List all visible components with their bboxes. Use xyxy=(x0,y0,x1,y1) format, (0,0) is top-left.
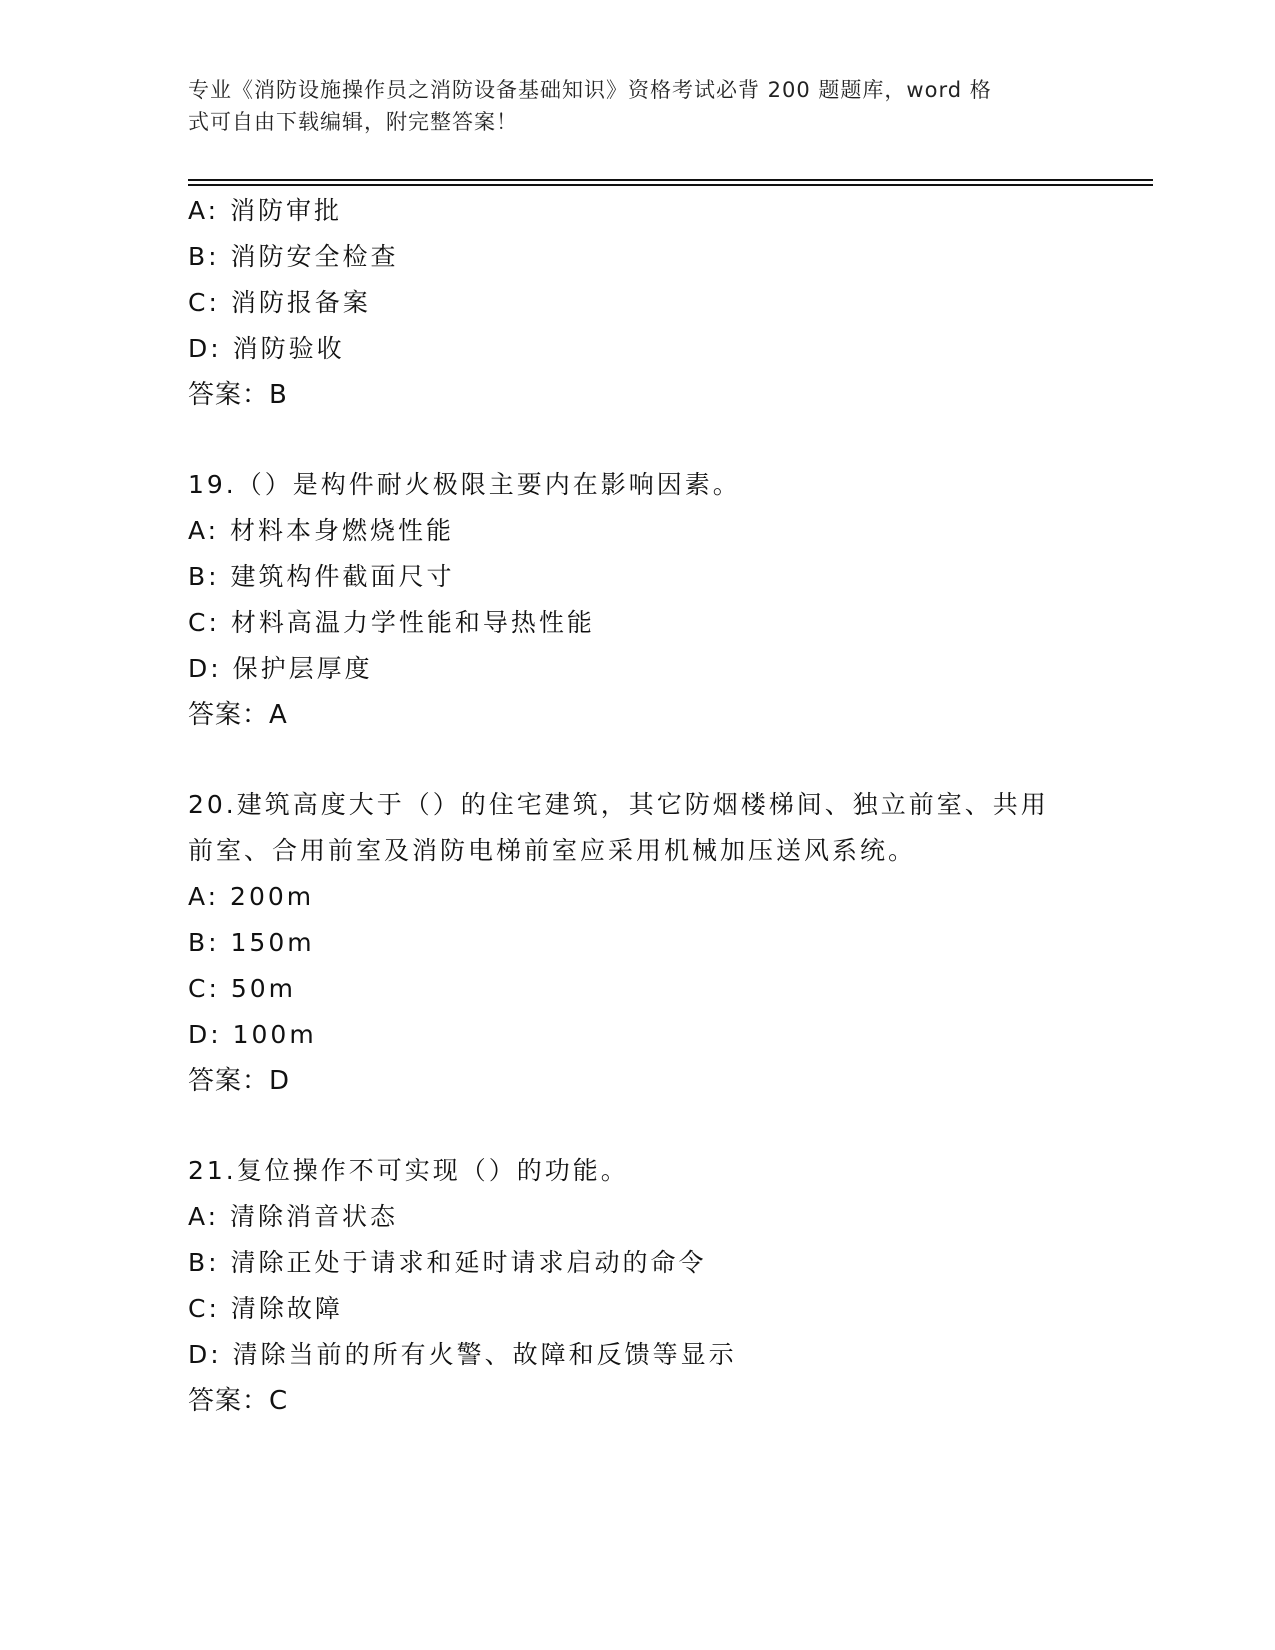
question-stem: 21.复位操作不可实现（）的功能。 xyxy=(188,1156,629,1185)
answer-line: 答案：B xyxy=(188,380,288,410)
header-divider-bottom xyxy=(188,184,1153,186)
option-d: D: 清除当前的所有火警、故障和反馈等显示 xyxy=(188,1340,737,1369)
option-b: B: 消防安全检查 xyxy=(188,242,399,271)
question-spacer xyxy=(188,738,1088,782)
answer-line: 答案：D xyxy=(188,1066,291,1096)
header-line-1: 专业《消防设施操作员之消防设备基础知识》资格考试必背 200 题题库，word 格 xyxy=(188,78,992,102)
option-d: D: 保护层厚度 xyxy=(188,654,373,683)
option-b: B: 建筑构件截面尺寸 xyxy=(188,562,455,591)
option-d: D: 消防验收 xyxy=(188,334,345,363)
question-20 xyxy=(188,782,1088,1104)
question-stem-line-1: 20.建筑高度大于（）的住宅建筑，其它防烟楼梯间、独立前室、共用 xyxy=(188,790,1049,819)
answer-line: 答案：A xyxy=(188,700,288,730)
question-21 xyxy=(188,1148,1088,1424)
option-a: A: 消防审批 xyxy=(188,196,343,225)
question-spacer xyxy=(188,418,1088,462)
question-stem: 19.（）是构件耐火极限主要内在影响因素。 xyxy=(188,470,741,499)
option-d: D: 100m xyxy=(188,1020,317,1049)
option-c: C: 50m xyxy=(188,974,296,1003)
question-18 xyxy=(188,188,1088,418)
header-line-2: 式可自由下载编辑，附完整答案！ xyxy=(188,110,518,134)
option-c: C: 材料高温力学性能和导热性能 xyxy=(188,608,595,637)
answer-line: 答案：C xyxy=(188,1386,289,1416)
document-header xyxy=(188,74,1068,138)
option-a: A: 200m xyxy=(188,882,315,911)
question-19 xyxy=(188,462,1088,738)
question-list xyxy=(188,188,1088,1424)
option-a: A: 材料本身燃烧性能 xyxy=(188,516,455,545)
option-b: B: 清除正处于请求和延时请求启动的命令 xyxy=(188,1248,707,1277)
option-c: C: 消防报备案 xyxy=(188,288,371,317)
header-divider-top xyxy=(188,179,1153,181)
question-spacer xyxy=(188,1104,1088,1148)
option-c: C: 清除故障 xyxy=(188,1294,343,1323)
question-stem-line-2: 前室、合用前室及消防电梯前室应采用机械加压送风系统。 xyxy=(188,836,917,865)
option-a: A: 清除消音状态 xyxy=(188,1202,399,1231)
option-b: B: 150m xyxy=(188,928,315,957)
